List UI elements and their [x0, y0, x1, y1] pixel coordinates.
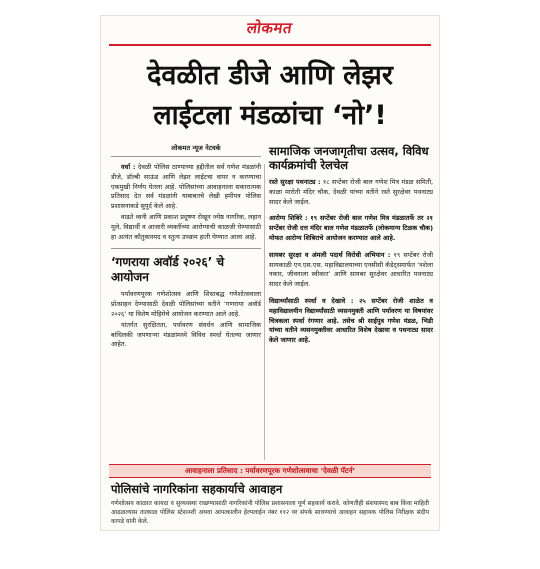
events-heading: सामाजिक जनजागृतीचा उत्सव, विविध कार्यक्रमांची रेलचेल [269, 144, 429, 172]
headline-line-2: लाईटला मंडळांचा ‘नो’! [153, 100, 387, 131]
lead-paragraph-2: वाढते ध्वनी आणि प्रकाश प्रदूषण रोखून ज्येष्ठ नागरिक, लहान मुले, विद्यार्थी व आजारी व्यक्तींच्या आरोग्याची काळजी घेण्यासाठी हा अत्यंत कौतुकास्पद व स्तुत्य उपक्रम हाती घेण्यात आला आहे. [111, 212, 261, 241]
event-title: रस्ते सुरक्षा पथनाट्य : [269, 178, 321, 186]
masthead [101, 18, 439, 44]
lead-paragraph-1 [111, 163, 261, 212]
appeal-text: गणेशोत्सव काळात कायदा व सुव्यवस्था राखण्यासाठी नागरिकांनी पोलिस प्रशासनाला पूर्ण सहकार्य करावे. कोणतीही संशयास्पद बाब किंवा माहिती आढळल्यास तात्काळ पोलिस स्टेशनशी अथवा आपत्कालीन हेल्पलाईन नंबर ११२ वर संपर्क साधण्याचे आवाहन सहायक पोलिस निरीक्षक संदीप कापडे यांनी केले. [111, 500, 429, 526]
award-paragraph-2: यांतर्गत सुरक्षितता, पर्यावरण संवर्धन आणि सामाजिक बांधिलकी जपणाऱ्या मंडळांमध्ये विविध स्पर्धा घेतल्या जाणार आहेत. [111, 320, 261, 349]
left-column [111, 144, 261, 351]
award-rule [111, 248, 261, 249]
column-divider [264, 164, 265, 460]
headline [105, 56, 435, 136]
event-title: सायबर सुरक्षा व अंमली पदार्थ विरोधी अभियान : [269, 250, 391, 259]
lead-paragraph-1-text: देवळी पोलिस ठाण्याच्या हद्दीतील सर्व गणेश मंडळांनी डीजे, डॉल्बी साऊंड आणि लेझर लाईटचा वापर न करण्याचा एकमुखी निर्णय घेतला आहे. पोलिसांच्या आवाहनाला सकारात्मक प्रतिसाद देत सर्व मंडळांनी याबाबतचे लेखी हमीपत्र पोलिस प्रशासनाकडे सुपूर्द केले आहे. [111, 163, 261, 211]
dateline: वर्धा : [121, 163, 136, 171]
byline-rule [111, 156, 261, 157]
masthead-rule [109, 44, 431, 46]
lead-story [111, 163, 261, 242]
event-title: विद्यार्थ्यांसाठी स्पर्धा व देखावे : २५ सप्टेंबर रोजी शाळेत व महाविद्यालयीन विद्यार्थ्यांसाठी व्यसनमुक्ती आणि पर्यावरण या विषयांवर चित्रकला स्पर्धा रंगणार आहे. तसेच श्री साईपुत्र गणेश मंडळ, भिडी यांच्या वतीने व्यसनमुक्तीवर आधारित विशेष देखावा व पथनाट्य सादर केले जाणार आहे. [269, 296, 433, 345]
right-column [269, 144, 433, 353]
event-item-student-contests [269, 297, 433, 346]
event-text: १८ सप्टेंबर रोजी बाल गणेश मित्र मंडळ समिती, काळा मारोती मंदिर चौक, देवळी यांच्या वतीने रस्ते सुरक्षेवर पथनाट्य सादर केले जाईल. [269, 178, 434, 206]
event-item-health-camp [269, 214, 433, 243]
award-story [111, 290, 261, 350]
event-title: आरोग्य शिबिरे : १९ सप्टेंबर रोजी बाल गणेश मित्र मंडळातर्फे तर २१ सप्टेंबर रोजी दत्त मंदिर बाल गणेश मंडळातर्फे (लोकमान्य टिळक चौक) मोफत आरोग्य शिबिराचे आयोजन करण्यात आले आहे. [269, 214, 433, 242]
appeal-heading: पोलिसांचे नागरिकांना सहकार्याचे आवाहन [111, 482, 283, 496]
award-paragraph-1: पर्यावरणपूरक गणेशोत्सव आणि शिस्तबद्ध गणेशोत्सवाला प्रोत्साहन देण्यासाठी देवळी पोलिसांच्या वतीने ‘गणराया अवॉर्ड २०२६’ या विशेष मोहिमेचे आयोजन करण्यात आले आहे. [111, 290, 261, 318]
byline: लोकमत न्यूज नेटवर्क [171, 144, 221, 152]
newspaper-clipping [100, 15, 440, 531]
event-item-road-safety [269, 178, 433, 207]
masthead-logo: लोकमत [246, 19, 294, 37]
response-banner: आवाहनाला प्रतिसाद : पर्यावरणपूरक गणेशोत्सवाचा ‘देवळी पॅटर्न’ [109, 464, 431, 478]
event-item-cyber-safety [269, 251, 433, 290]
headline-line-1: देवळीत डीजे आणि लेझर [147, 60, 393, 91]
event-text: १९ सप्टेंबर रोजी सायकाळी एन.एस.एस. महाविद्यालयाच्या एनसीसी कॅडेट्समार्फत ‘नशेला नकार, जीवनाला स्वीकार’ आणि सायबर सुरक्षेवर आधारित पथनाट्य सादर केले जाईल. [269, 250, 434, 289]
award-heading: ‘गणराया अवॉर्ड २०२६’ चे आयोजन [111, 255, 225, 285]
